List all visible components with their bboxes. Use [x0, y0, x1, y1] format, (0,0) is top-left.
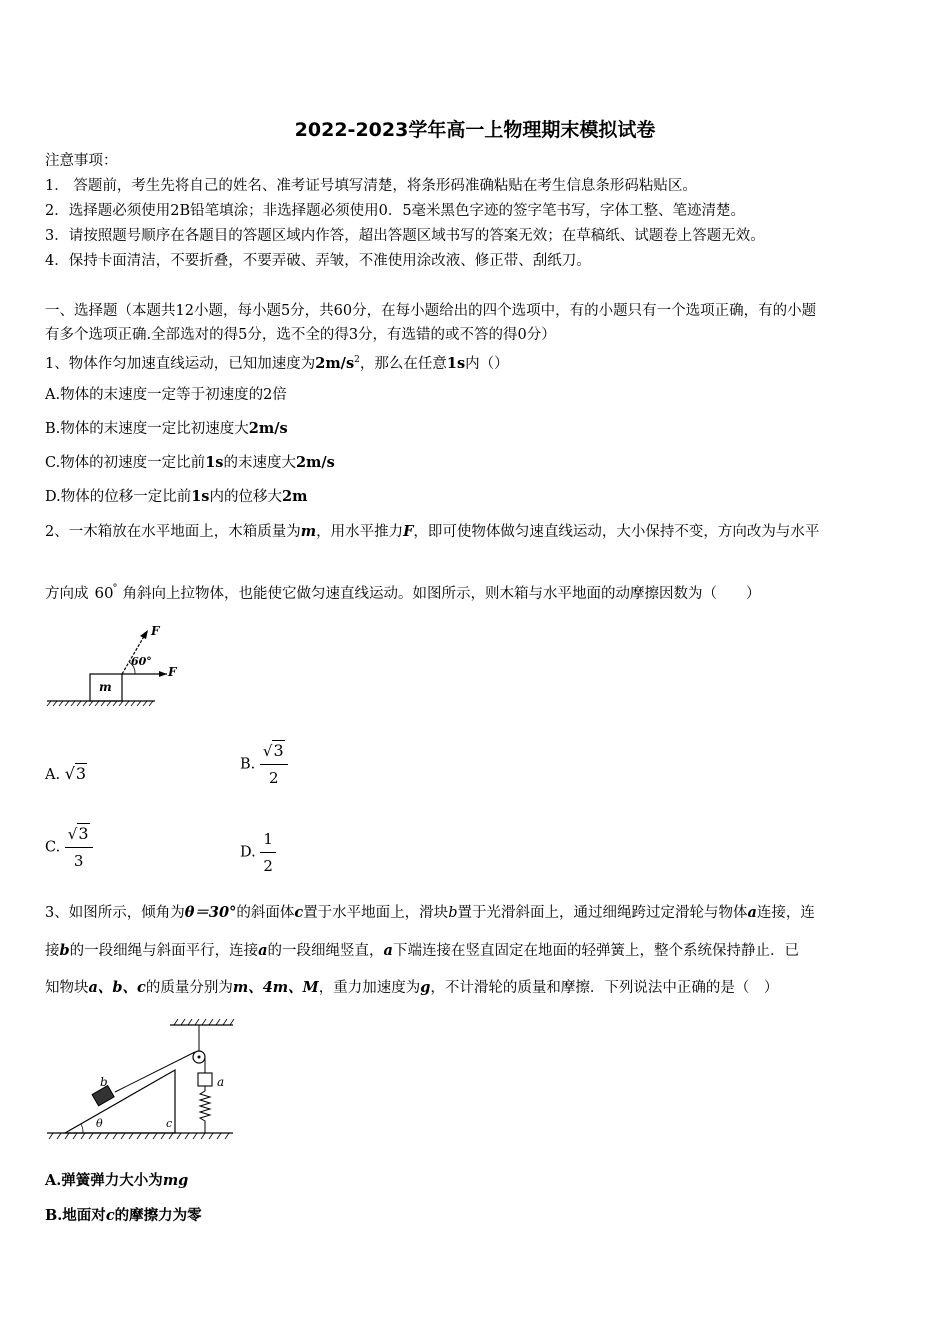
- q3-stem-line-2: 接b的一段细绳与斜面平行，连接a的一段细绳竖直，a下端连接在竖直固定在地面的轻弹簧上，整个系统保持静止．已: [45, 942, 799, 959]
- fig-label-b: b: [100, 1075, 108, 1089]
- q3-option-b: B.地面对c的摩擦力为零: [45, 1207, 202, 1224]
- q2-option-c: C. $\frac{√3}{3}$: [45, 823, 93, 872]
- incline-c: [65, 1070, 175, 1133]
- block-a: [198, 1073, 212, 1086]
- q1-option-b: B.物体的末速度一定比初速度大2m/s: [45, 420, 288, 437]
- section-intro-line-1: 一、选择题（本题共12小题，每小题5分，共60分，在每小题给出的四个选项中，有的小题只有一个选项正确，有的小题: [45, 303, 817, 319]
- q2-option-d: D. $\frac{1}{2}$: [240, 828, 276, 877]
- q1-option-c: C.物体的初速度一定比前1s的末速度大2m/s: [45, 454, 335, 471]
- section-intro-line-2: 有多个选项正确.全部选对的得5分，选不全的得3分，有选错的或不答的得0分）: [45, 327, 556, 343]
- notice-heading: 注意事项：: [45, 153, 118, 169]
- notice-item-2: 2．选择题必须使用2B铅笔填涂；非选择题必须使用0．5毫米黑色字迹的签字笔书写，字体工整、笔迹清楚。: [45, 203, 746, 219]
- q2-option-a: A. √3: [45, 764, 87, 783]
- q3-stem-line-3: 知物块a、b、c的质量分别为m、4m、M，重力加速度为g，不计滑轮的质量和摩擦．下列说法中正确的是（ ）: [45, 979, 779, 996]
- notice-item-4: 4．保持卡面清洁，不要折叠，不要弄破、弄皱，不准使用涂改液、修正带、刮纸刀。: [45, 253, 591, 269]
- q3-figure: [45, 1015, 235, 1145]
- q3-option-a: A.弹簧弹力大小为mg: [45, 1172, 189, 1189]
- fig-label-F-right: F: [168, 665, 177, 679]
- q2-option-b: B. $\frac{√3}{2}$: [240, 740, 288, 789]
- fig-label-angle: 60°: [131, 655, 152, 668]
- q1-stem: 1、物体作匀加速直线运动，已知加速度为$2m/s^2$，那么在任意1s内（）: [45, 354, 509, 372]
- fig-label-m: m: [99, 680, 112, 694]
- fig-label-a: a: [217, 1075, 225, 1089]
- fig-label-F-top: F: [151, 624, 160, 638]
- q2-stem-line-2: 方向成 60 ° 角斜向上拉物体，也能使它做匀速直线运动。如图所示，则木箱与水平地面的动摩擦因数为（ ）: [45, 583, 761, 602]
- notice-item-3: 3．请按照题号顺序在各题目的答题区域内作答，超出答题区域书写的答案无效；在草稿纸、试题卷上答题无效。: [45, 228, 765, 244]
- q1-option-d: D.物体的位移一定比前1s内的位移大2m: [45, 488, 308, 505]
- page-title: 2022-2023学年高一上物理期末模拟试卷: [294, 119, 656, 141]
- q2-stem-line-1: 2、一木箱放在水平地面上，木箱质量为m，用水平推力F，即可使物体做匀速直线运动，大小保持不变，方向改为与水平: [45, 523, 820, 540]
- notice-item-1: 1． 答题前，考生先将自己的姓名、准考证号填写清楚，将条形码准确粘贴在考生信息条形码粘贴区。: [45, 178, 697, 194]
- fig-label-c: c: [166, 1117, 173, 1130]
- q1-option-a: A.物体的末速度一定等于初速度的2倍: [45, 387, 287, 403]
- q3-stem-line-1: 3、如图所示，倾角为θ＝30°的斜面体c置于水平地面上，滑块b置于光滑斜面上，通过细绳跨过定滑轮与物体a连接，连: [45, 904, 815, 921]
- fig-label-theta: θ: [96, 1117, 103, 1130]
- spring-icon: [200, 1086, 210, 1133]
